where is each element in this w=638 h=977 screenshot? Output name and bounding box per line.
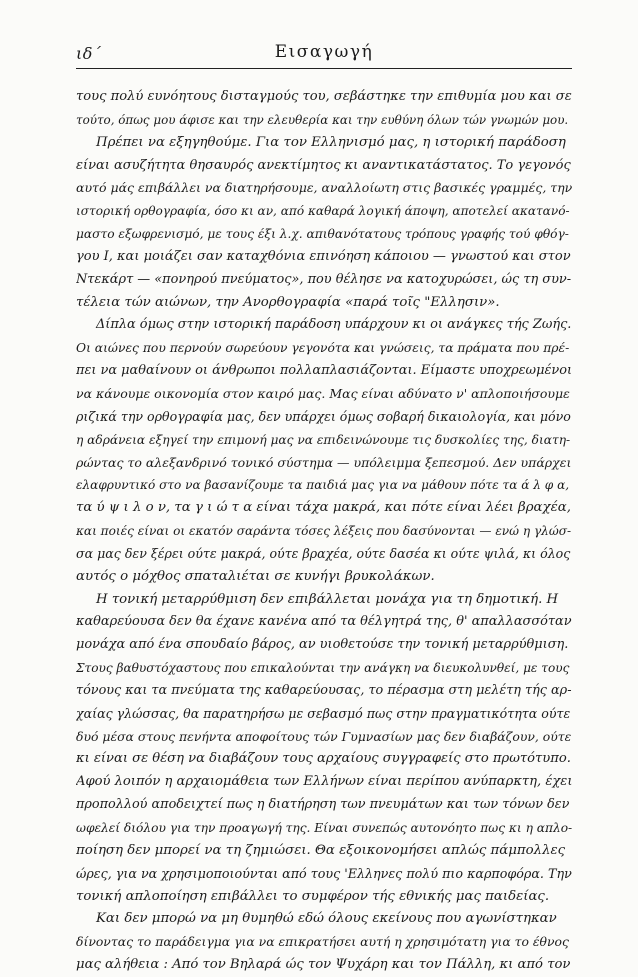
text-line: Αφού λοιπόν η αρχαιομάθεια των Ελλήνων είναι περίπου ανύπαρκτη, έχει — [76, 774, 572, 790]
text-line: Και δεν μπορώ να μη θυμηθώ εδώ όλους εκείνους που αγωνίστηκαν — [96, 911, 557, 927]
text-line: ιστορική ορθογραφία, όσο κι αν, από καθαρά λογική άποψη, αποτελεί ακατανό- — [76, 204, 570, 219]
text-line: αυτός ο μόχθος σπαταλιέται σε κυνήγι βρυκολάκων. — [76, 568, 435, 584]
text-line: τα ύ ψ ι λ ο ν, τα γ ι ώ τ α είναι τάχα μακρά, και πότε είναι λέει βραχέα, — [76, 500, 571, 516]
text-line: ώρες, για να χρησιμοποιούνται από τους 'Ελληνες πολύ πιο καρποφόρα. Την — [76, 865, 572, 881]
text-line: ποίηση δεν μπορεί να τη ζημιώσει. Θα εξοικονομήσει απλώς πάμπολλες — [76, 842, 566, 858]
text-line: και ποιές είναι οι εκατόν σαράντα τόσες λέξεις που δασύνονται — ενώ η γλώσ- — [76, 524, 572, 539]
text-line: τους πολύ ευνόητους δισταγμούς του, σεβάστηκε την επιθυμία μου και σε — [76, 89, 572, 104]
text-line: χαίας γλώσσας, θα παρατηρήσω με σεβασμό πως στην πραγματικότητα ούτε — [76, 705, 571, 721]
body-text — [76, 86, 572, 977]
text-line: είναι ασυζήτητα θησαυρός ανεκτίμητος κι αναντικατάστατος. Το γεγονός — [76, 157, 571, 173]
text-line: μαστο εξωφρενισμό, με τους έξι λ.χ. απιθανότατους τρόπους γραφής τού φθόγ- — [76, 227, 569, 242]
page-header — [76, 42, 572, 69]
text-line: καθαρεύουσα δεν θα έχανε κανένα από τα θέλγητρά της, θ' απαλλασσόταν — [76, 614, 572, 630]
running-title: Εισαγωγή — [274, 42, 374, 62]
text-line: η αδράνεια εξηγεί την επιμονή μας να επιδεινώνουμε τις δυσκολίες της, διατη- — [76, 432, 571, 447]
text-line: γου Ι, και μοιάζει σαν καταχθόνια επινόηση κάποιου — γνωστού και στον — [76, 248, 571, 264]
text-line: ρώντας το αλεξανδρινό τονικό σύστημα — υπόλειμμα ξεπεσμού. Δεν υπάρχει — [76, 454, 572, 470]
text-line: Οι αιώνες που περνούν σωρεύουν γεγονότα και γνώσεις, τα πράματα που πρέ- — [76, 341, 570, 356]
text-line: αυτό μάς επιβάλλει να διατηρήσουμε, αναλλοίωτη στις βασικές γραμμές, την — [76, 180, 572, 196]
text-line: τονική απλοποίηση επιβάλλει το συμφέρον τής εθνικής μας παιδείας. — [76, 888, 550, 904]
text-line: σα μας δεν ξέρει ούτε μακρά, ούτε βραχέα, ούτε δασέα κι ούτε ψιλά, κι όλος — [76, 545, 571, 561]
text-line: να κάνουμε οικονομία στον καιρό μας. Μας είναι αδύνατο ν' απλοποιήσουμε — [76, 385, 570, 401]
text-line: Πρέπει να εξηγηθούμε. Για τον Ελληνισμό μας, η ιστορική παράδοση — [96, 134, 566, 150]
text-line: δίνοντας το παράδειγμα για να επικρατήσει αυτή η χρησιμότατη για το έθνος — [76, 934, 569, 950]
text-line: τέλεια τών αιώνων, την Ανορθογραφία «παρά τοῖς "Ελλησιν». — [76, 294, 500, 310]
text-line: μονάχα από ένα σπουδαίο βάρος, αν υιοθετούσε την τονική μεταρρύθμιση. — [76, 637, 569, 653]
text-line: ωφελεί διόλου για την προαγωγή της. Είναι συνεπώς αυτονόητο πως κι η απλο- — [76, 821, 572, 835]
text-line: ριζικά την ορθογραφία μας, δεν υπάρχει όμως σοβαρή δικαιολογία, και μόνο — [76, 408, 571, 424]
text-line: τούτο, όπως μου άφισε και την ελευθερία και την ευθύνη όλων τών γνωμών μου. — [76, 112, 569, 127]
text-line: Δίπλα όμως στην ιστορική παράδοση υπάρχουν κι οι ανάγκες τής Ζωής. — [96, 317, 572, 333]
text-line: Στους βαθυστόχαστους που επικαλούνται την ανάγκη να διευκολυνθεί, με τους — [76, 661, 570, 676]
text-line: ελαφρυντικό στο να βασανίζουμε τα παιδιά μας για να μάθουν πότε τα ά λ φ α, — [76, 478, 570, 493]
text-line: Ντεκάρτ — «πονηρού πνεύματος», που θέλησε να κατοχυρώσει, ώς τη συν- — [76, 271, 572, 287]
page-number: ιδ΄ — [76, 44, 102, 63]
text-line: προπολλού αποδειχτεί πως η διατήρηση των πνευμάτων και των τόνων δεν — [76, 797, 570, 813]
text-line: δυό μέσα στους πενήντα αποφοίτους τών Γυμνασίων μας δεν διαβάζουν, ούτε — [76, 728, 572, 744]
text-line: τόνους και τα πνεύματα της καθαρεύουσας, το πέρασμα στη μελέτη τής αρ- — [76, 682, 572, 698]
text-line: μας αλήθεια : Από τον Βηλαρά ώς τον Ψυχάρη και τον Πάλλη, κι από τον — [76, 957, 571, 973]
text-line: πει να μαθαίνουν οι άνθρωποι πολλαπλασιάζονται. Είμαστε υποχρεωμένοι — [76, 363, 572, 379]
text-line: κι είναι σε θέση να διαβάζουν τους αρχαίους συγγραφείς στο πρωτότυπο. — [76, 751, 571, 767]
text-line: Η τονική μεταρρύθμιση δεν επιβάλλεται μονάχα για τη δημοτική. Η — [96, 591, 559, 607]
